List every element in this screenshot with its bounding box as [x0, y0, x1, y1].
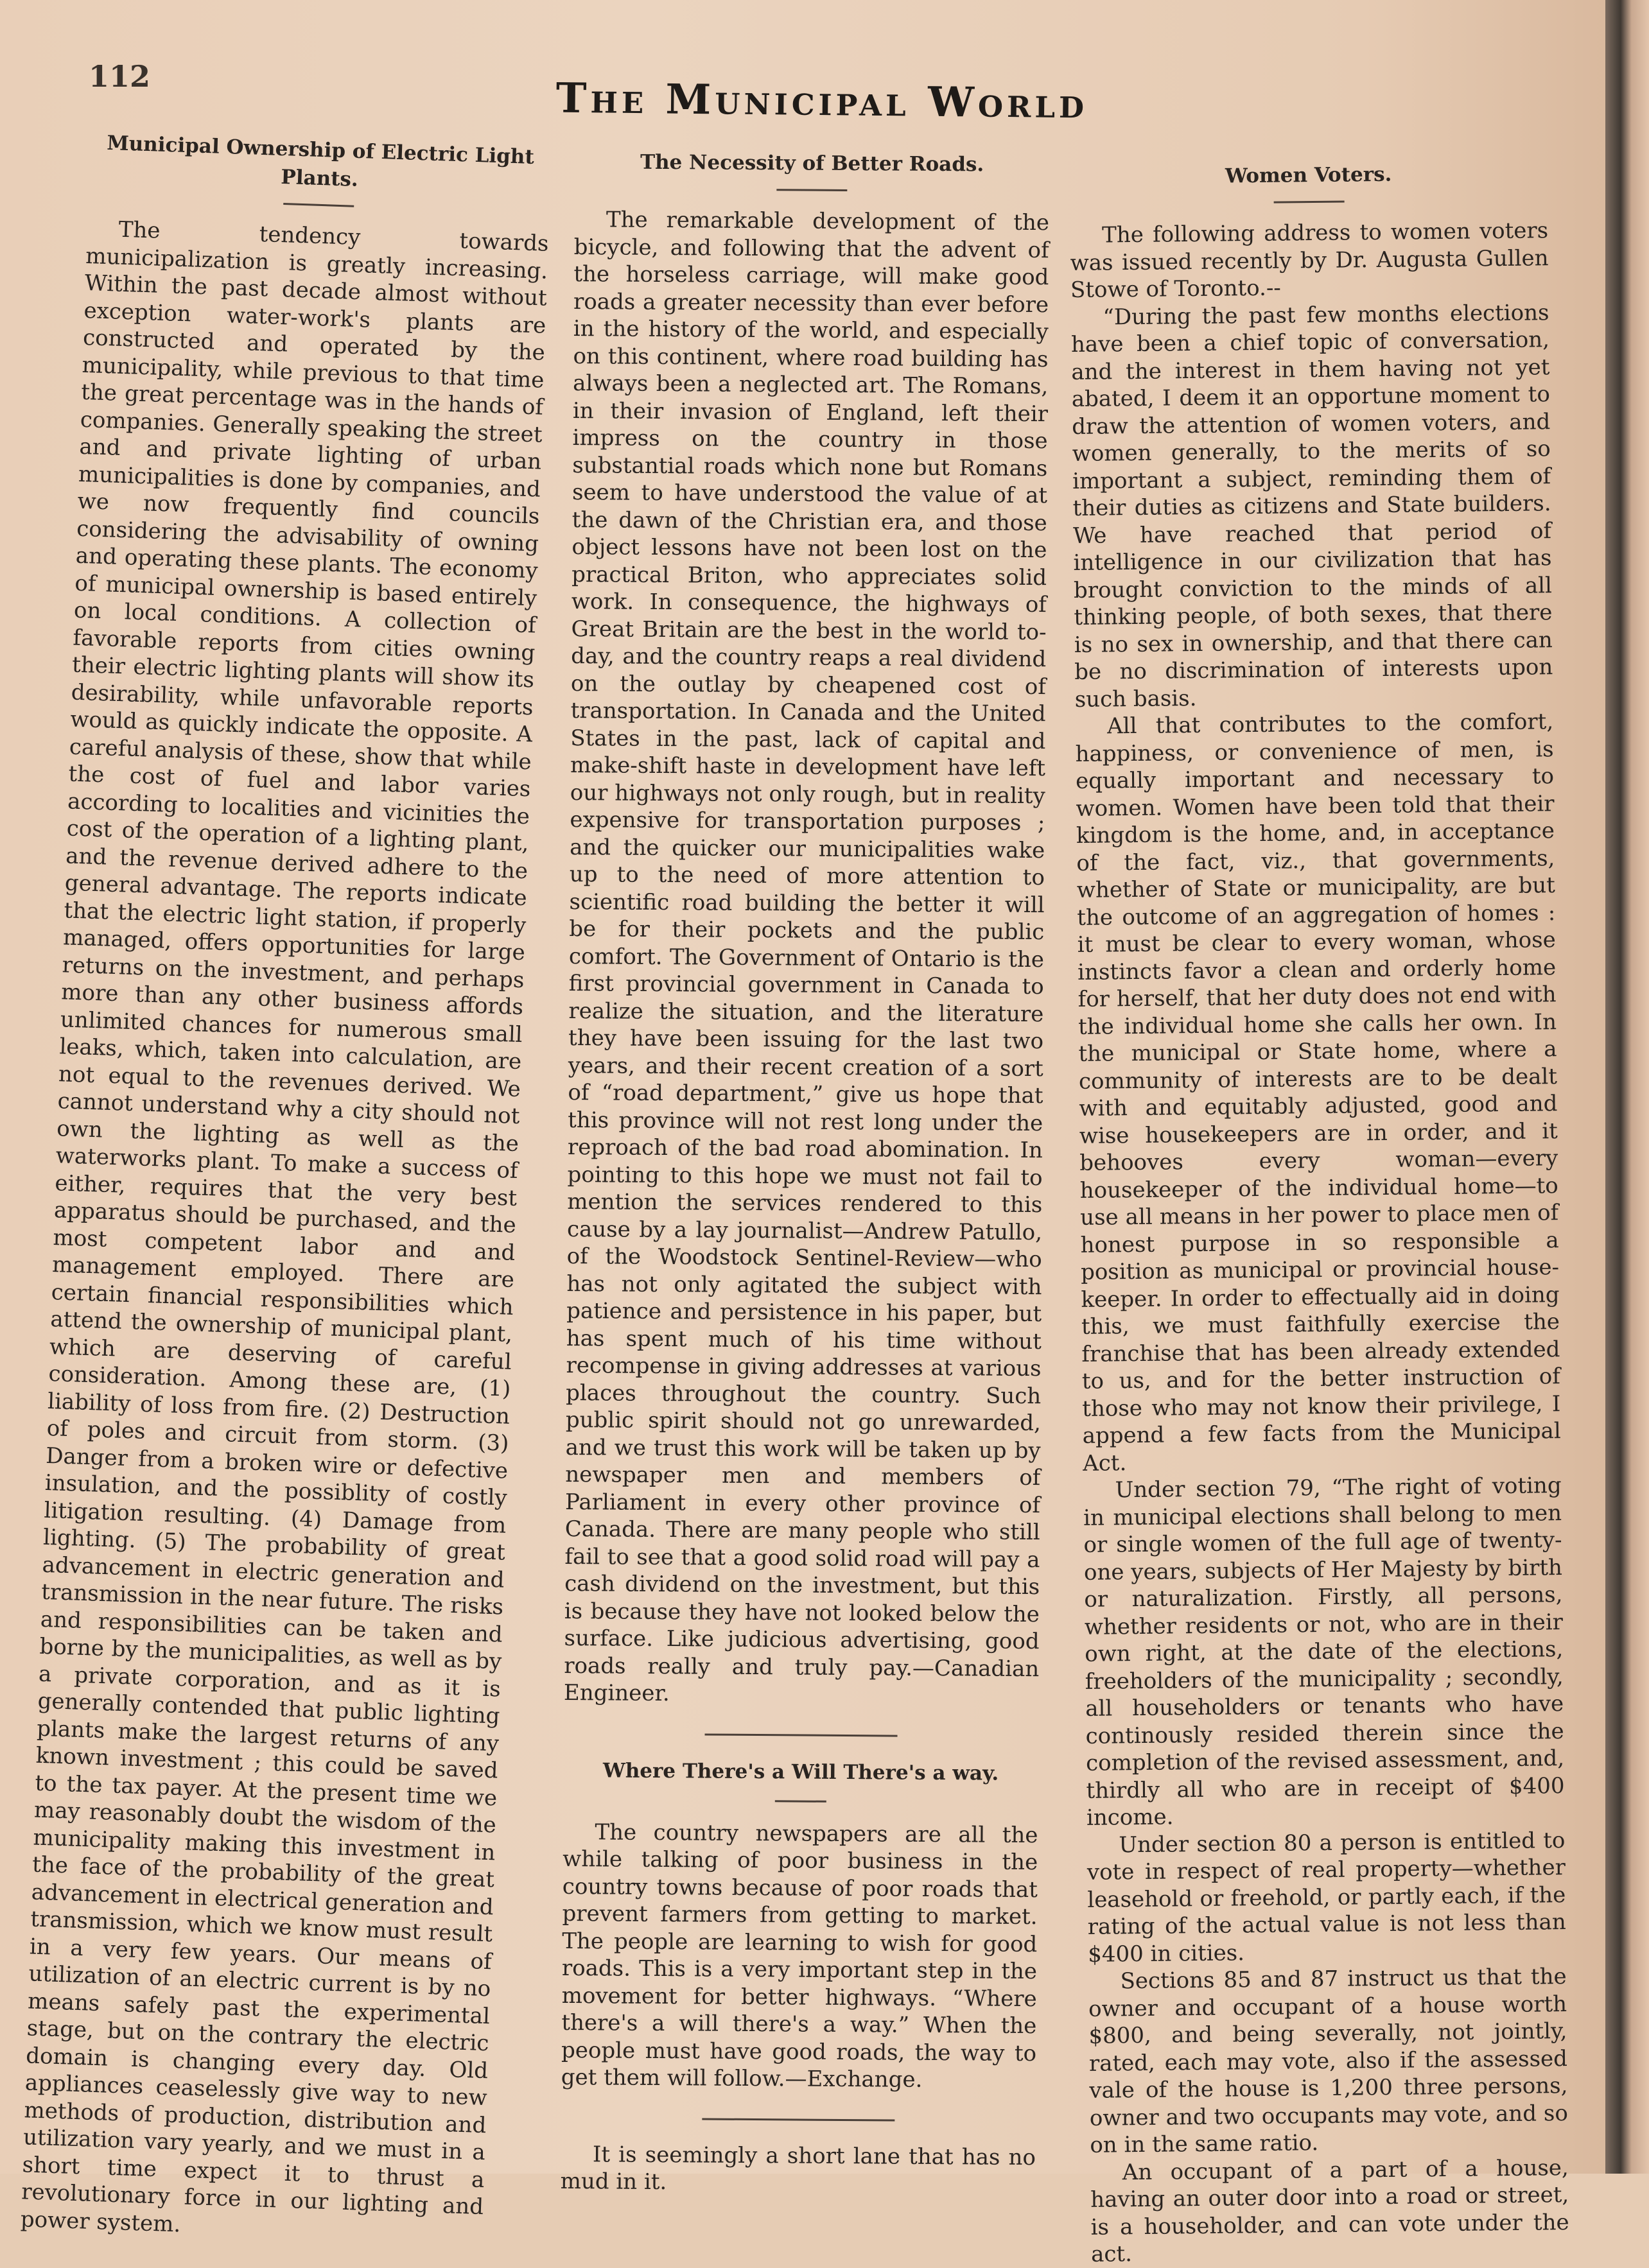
heading-rule [1273, 201, 1344, 203]
article-paragraph: An occupant of a part of a house, having an outer door into a road or street, is a householder, and can vote under the act. [1090, 2154, 1569, 2267]
page-number: 112 [89, 59, 151, 94]
article-heading: Municipal Ownership of Electric Light Plants. [106, 131, 535, 191]
article-paragraph: The tendency towards municipalization is greatly increasing. Within the past decade almost without exception water-work's plants are constructed and operated by the municipality, while previous to that time the great percentage was in the hands of companies. Generally speaking the street and and private lighting of urban municipalities is done by companies, and we now frequently find councils considering the advisability of owning and operating these plants. The economy of municipal ownership is based entirely on local conditions. A collection of favorable reports from cities owning their electric lighting plants will show its desirability, while unfavorable reports would as quickly indicate the opposite. A careful analysis of these, show that while the cost of fuel and labor varies according to localities and vicinities the cost of the operation of a lighting plant, and the revenue derived adhere to the general advantage. The reports indicate that the electric light station, if properly managed, offers opportunities for large returns on the investment, and perhaps more than any other business affords unlimited chances for numerous small leaks, which, taken into calculation, are not equal to the revenues derived. We cannot understand why a city should not own the lighting as well as the waterworks plant. To make a success of either, requires that the very best apparatus should be purchased, and the most competent labor and and management employed. There are certain financial responsibilities which attend the ownership of municipal plant, which are deserving of careful consideration. Among these are, (1) liability of loss from fire. (2) Destruction of poles and circuit from storm. (3) Danger from a broken wire or defective insulation, and the possiblity of costly litigation resulting. (4) Damage from lighting. (5) The probability of great advancement in electric generation and transmission in the near future. The risks and responsibilities can be taken and borne by the municipalities, as well as by a private corporation, and as it is generally contended that public lighting plants make the largest returns of any known investment ; this could be saved to the tax payer. At the present time we may reasonably doubt the wisdom of the municipality making this investment in the face of the probability of the great advancement in electrical generation and transmission, which we know must result in a very few years. Our means of utilization of an electric current is by no means safely past the experimental stage, but on the contrary the electric domain is changing every day. Old appliances ceaselessly give way to new methods of production, distribution and utilization vary yearly, and we must in a short time expect it to thrust a revolutionary force in our lighting and power system. [20, 216, 550, 2237]
article-paragraph: Under section 80 a person is entitled to vote in respect of real property—whether leasehold or freehold, or partly each, if the rating of the actual value is not less than $400 in cities. [1086, 1827, 1566, 1968]
article-paragraph: All that contributes to the comfort, happiness, or convenience of men, is equally important and necessary to women. Women have been told that their kingdom is the home, and, in acceptance of the fact, viz., that governments, whether of State or municipality, are but the outcome of an aggregation of homes : it must be clear to every woman, whose instincts favor a clean and orderly home for herself, that her duty does not end with the individual home she calls her own. In the municipal or State home, where a community of interests are to be dealt with and equitably adjusted, good and wise housekeepers are in order, and it behooves every woman—every housekeeper of the individual home—to use all means in her power to place men of honest purpose in so responsible a position as municipal or provincial house-keeper. In order to effectually aid in doing this, we must faithfully exercise the franchise that has been already extended to us, and for the better instruction of those who may not know their privilege, I append a few facts from the Municipal Act. [1075, 709, 1561, 1476]
article-paragraph: The country newspapers are all the while talking of poor business in the country towns because of poor roads that prevent farmers from getting to market. The people are learning to wish for good roads. This is a very important step in the movement for better highways. “Where there's a will there's a way.” When the people must have good roads, the way to get them will follow.—Exchange. [561, 1819, 1038, 2093]
heading-rule [776, 189, 847, 191]
page-binding-edge [1605, 0, 1649, 2174]
article-paragraph: The following address to women voters was issued recently by Dr. Augusta Gullen Stowe of Toronto.-- [1070, 218, 1549, 303]
column-3 [1069, 159, 1569, 2268]
heading-rule [283, 203, 354, 207]
masthead-title: The Municipal World [555, 74, 1088, 128]
section-divider [702, 2118, 894, 2121]
article-paragraph: Under section 79, “The right of voting in municipal elections shall belong to men or single women of the full age of twenty-one years, subjects of Her Majesty by birth or naturalization. Firstly, all persons, whether residents or not, who are in their own right, at the date of the elections, freeholders of the municipality ; secondly, all householders or tenants who have continously resided therein since the completion of the revised assessment, and, thirdly all who are in receipt of $400 income. [1083, 1473, 1565, 1831]
article-heading: The Necessity of Better Roads. [640, 150, 984, 177]
section-divider [705, 1733, 898, 1736]
article-heading: Where There's a Will There's a way. [602, 1758, 999, 1785]
closing-line: It is seemingly a short lane that has no mud in it. [560, 2141, 1036, 2195]
article-paragraph: “During the past few months elections have been a chief topic of conversation, and the interest in them having not yet abated, I deem it an opportune moment to draw the attention of women voters, and women generally, to the merits of so important a subject, reminding them of their duties as citizens and State builders. We have reached that period of intelligence in our civilization that has brought conviction to the minds of all thinking people, of both sexes, that there is no sex in ownership, and that there can be no discrimination of interests upon such basis. [1070, 299, 1553, 713]
heading-rule [775, 1800, 826, 1803]
column-2 [561, 128, 1050, 2199]
column-1 [20, 128, 552, 2248]
article-heading: Women Voters. [1225, 162, 1392, 188]
article-paragraph: Sections 85 and 87 instruct us that the owner and occupant of a house worth $800, and being severally, not jointly, rated, each may vote, also if the assessed vale of the house is 1,200 three persons, owner and two occupants may vote, and so on in the same ratio. [1088, 1964, 1569, 2158]
article-paragraph: The remarkable development of the bicycle, and following that the advent of the horseless carriage, will make good roads a greater necessity than ever before in the history of the world, and especially on this continent, where road building has always been a neglected art. The Romans, in their invasion of England, left their impress on the country in those substantial roads which none but Romans seem to have understood the value of at the dawn of the Christian era, and those object lessons have not been lost on the practical Briton, who appreciates solid work. In consequence, the highways of Great Britain are the best in the world to-day, and the country reaps a real dividend on the outlay by cheapened cost of transportation. In Canada and the United States in the past, lack of capital and make-shift haste in development have left our highways not only rough, but in reality expensive for transportation purposes ; and the quicker our municipalities wake up to the need of more attention to scientific road building the better it will be for their pockets and the public comfort. The Government of Ontario is the first provincial government in Canada to realize the situation, and the literature they have been issuing for the last two years, and their recent creation of a sort of “road department,” give us hope that this province will not rest long under the reproach of the bad road abomination. In pointing to this hope we must not fail to mention the services rendered to this cause by a lay journalist—Andrew Patullo, of the Woodstock Sentinel-Review—who has not only agitated the subject with patience and persistence in his paper, but has spent much of his time without recompense in giving addresses at various places throughout the country. Such public spirit should not go unrewarded, and we trust this work will be taken up by newspaper men and members of Parliament in every other province of Canada. There are many people who still fail to see that a good solid road will pay a cash dividend on the investment, but this is because they have not looked below the surface. Like judicious advertising, good roads really and truly pay.—Canadian Engineer. [563, 207, 1050, 1707]
